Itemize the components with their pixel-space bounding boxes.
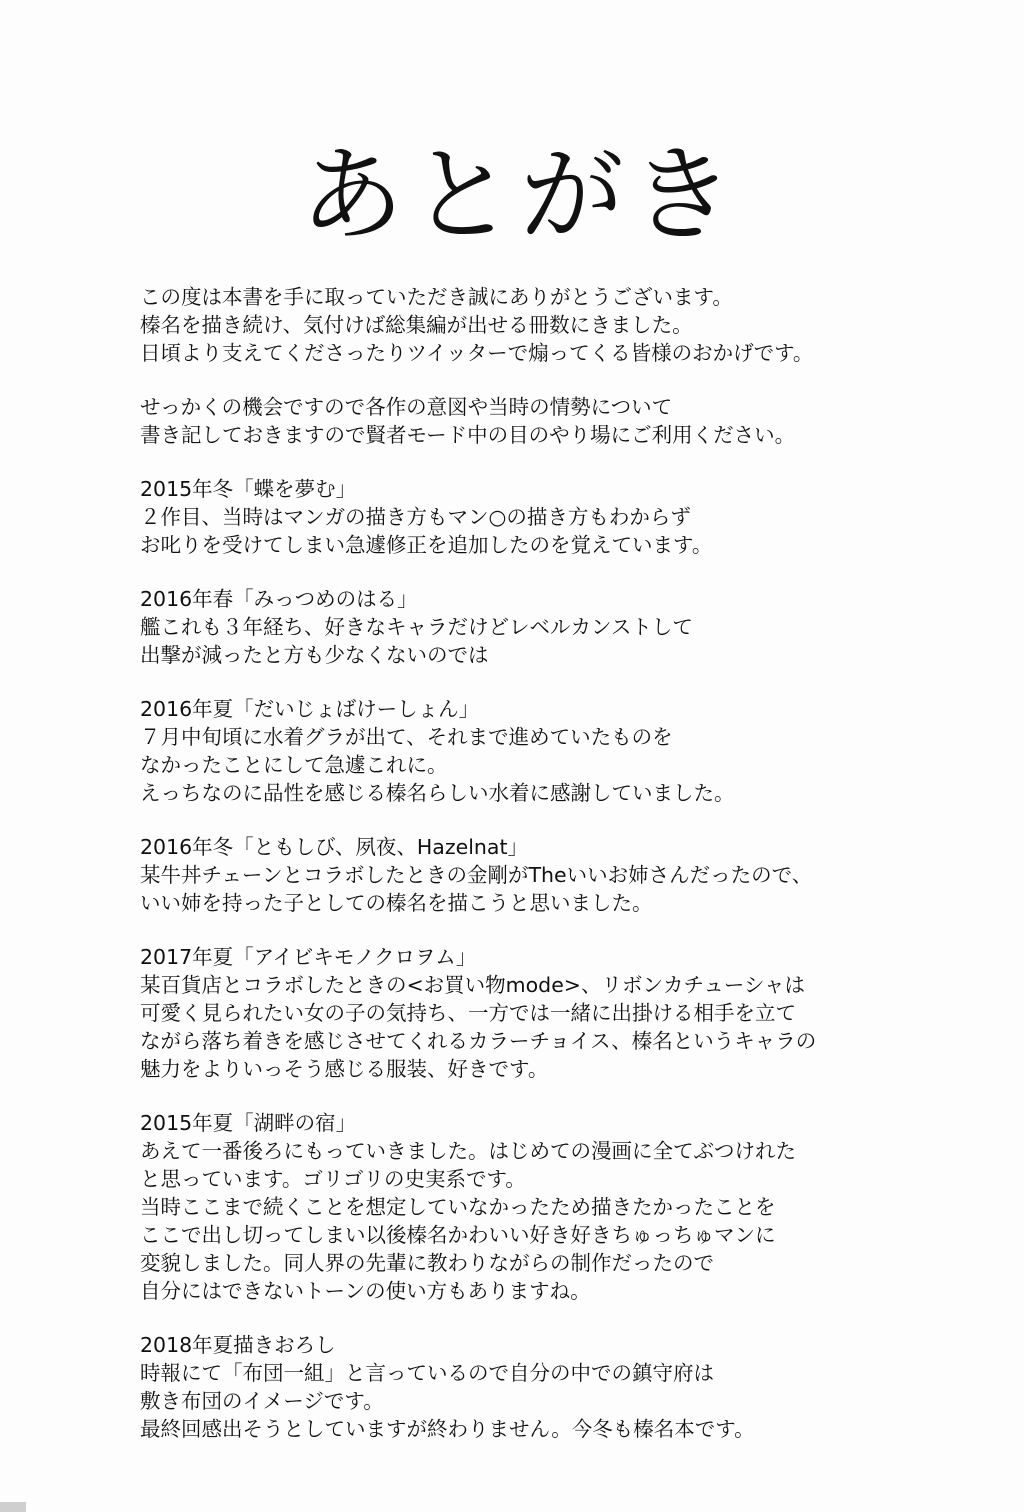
section-heading: 2015年夏「湖畔の宿」 <box>140 1111 357 1135</box>
section-line: 変貌しました。同人界の先輩に教わりながらの制作だったので <box>140 1251 714 1275</box>
section-heading: 2016年春「みっつめのはる」 <box>140 587 418 611</box>
paragraph-gap <box>140 669 900 695</box>
section-line: 当時ここまで続くことを想定していなかったため描きたかったことを <box>140 1195 776 1219</box>
scan-corner-mark <box>0 1502 26 1512</box>
section-line: 可愛く見られたい女の子の気持ち、一方では一緒に出掛ける相手を立て <box>140 1001 796 1025</box>
section-line: 時報にて「布団一組」と言っているので自分の中での鎮守府は <box>140 1361 714 1385</box>
section-heading: 2018年夏描きおろし <box>140 1333 336 1357</box>
section-line: ２作目、当時はマンガの描き方もマン○の描き方もわからず <box>140 505 691 529</box>
intro-line: この度は本書を手に取っていただき誠にありがとうございます。 <box>140 285 733 309</box>
section-heading: 2017年夏「アイビキモノクロヲム」 <box>140 945 477 969</box>
paragraph-gap <box>140 449 900 475</box>
intro-line: せっかくの機会ですので各作の意図や当時の情勢について <box>140 395 673 419</box>
section-heading: 2016年冬「ともしび、夙夜、Hazelnat」 <box>140 835 528 859</box>
intro-line: 榛名を描き続け、気付けば総集編が出せる冊数にきました。 <box>140 313 693 337</box>
section-heading: 2015年冬「蝶を夢む」 <box>140 477 357 501</box>
section-line: 最終回感出そうとしていますが終わりません。今冬も榛名本です。 <box>140 1417 755 1441</box>
section-line: 魅力をよりいっそう感じる服装、好きです。 <box>140 1057 549 1081</box>
section-heading: 2016年夏「だいじょばけーしょん」 <box>140 697 480 721</box>
section-line: お叱りを受けてしまい急遽修正を追加したのを覚えています。 <box>140 533 713 557</box>
section-line: ここで出し切ってしまい以後榛名かわいい好き好きちゅっちゅマンに <box>140 1223 776 1247</box>
section-line: 某百貨店とコラボしたときの<お買い物mode>、リボンカチューシャは <box>140 973 806 997</box>
paragraph-gap <box>140 917 900 943</box>
paragraph-gap <box>140 807 900 833</box>
section-line: 某牛丼チェーンとコラボしたときの金剛がTheいいお姉さんだったので、 <box>140 863 813 887</box>
section-line: 自分にはできないトーンの使い方もありますね。 <box>140 1279 591 1303</box>
intro-line: 書き記しておきますので賢者モード中の目のやり場にご利用ください。 <box>140 423 796 447</box>
section-line: いい姉を持った子としての榛名を描こうと思いました。 <box>140 891 653 915</box>
section-line: 敷き布団のイメージです。 <box>140 1389 384 1413</box>
page-title: あとがき <box>300 134 741 256</box>
section-line: 艦これも３年経ち、好きなキャラだけどレベルカンストして <box>140 615 693 639</box>
paragraph-gap <box>140 1305 900 1331</box>
section-line: と思っています。ゴリゴリの史実系です。 <box>140 1167 526 1191</box>
paragraph-gap <box>140 367 900 393</box>
section-line: えっちなのに品性を感じる榛名らしい水着に感謝していました。 <box>140 781 735 805</box>
paragraph-gap <box>140 1083 900 1109</box>
section-line: あえて一番後ろにもっていきました。はじめての漫画に全てぶつけれた <box>140 1139 796 1163</box>
section-line: ながら落ち着きを感じさせてくれるカラーチョイス、榛名というキャラの <box>140 1029 817 1053</box>
section-line: ７月中旬頃に水着グラが出て、それまで進めていたものを <box>140 725 673 749</box>
afterword-body <box>140 283 900 1443</box>
section-line: なかったことにして急遽これに。 <box>140 753 448 777</box>
section-line: 出撃が減ったと方も少なくないのでは <box>140 643 489 667</box>
intro-line: 日頃より支えてくださったりツイッターで煽ってくる皆様のおかげです。 <box>140 341 814 365</box>
paragraph-gap <box>140 559 900 585</box>
